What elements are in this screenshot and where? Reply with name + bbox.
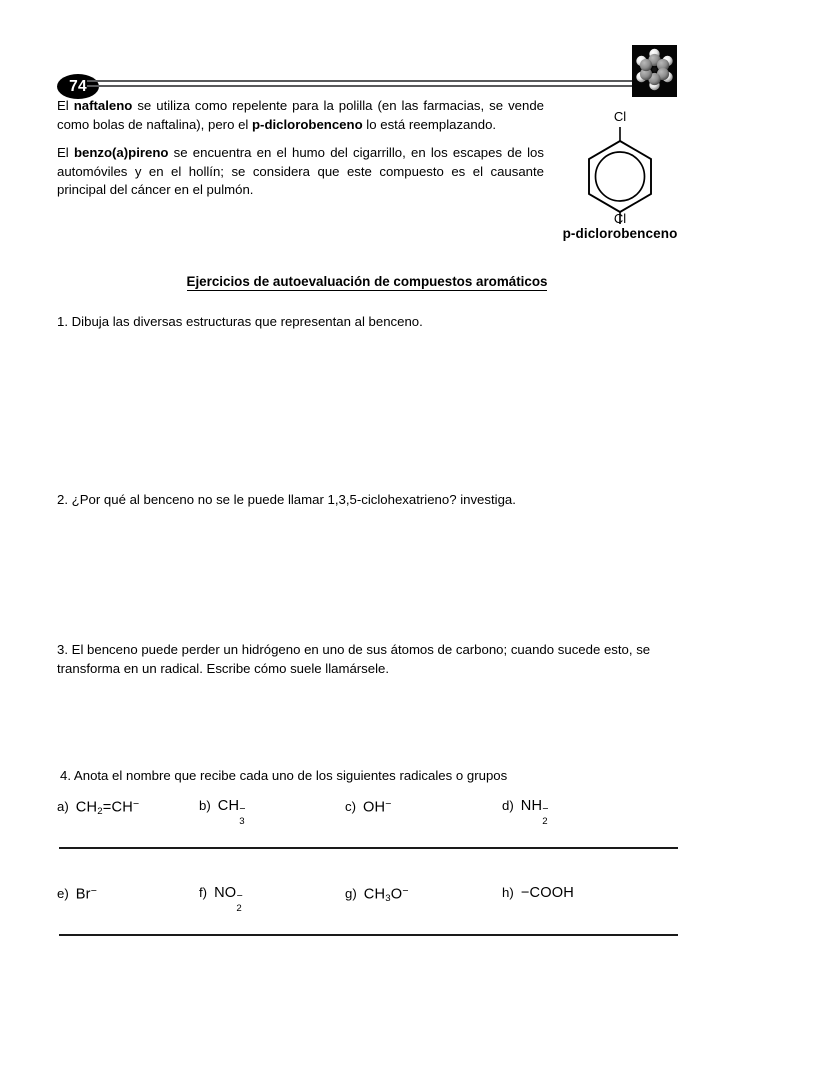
formula-letter-g: g) bbox=[345, 886, 357, 902]
para2-pre: El bbox=[57, 145, 74, 161]
benzene-ring-icon bbox=[562, 106, 678, 224]
section-heading bbox=[57, 274, 677, 289]
para1-pre: El bbox=[57, 98, 74, 113]
molecule-caption: p-diclorobenceno bbox=[562, 226, 678, 241]
formula-item-e bbox=[57, 885, 97, 902]
para1-bold-pdiclorobenceno: p-diclorobenceno bbox=[252, 116, 363, 132]
formula-value-h: −COOH bbox=[520, 885, 575, 901]
formula-letter-f: f) bbox=[199, 885, 208, 900]
formula-item-b bbox=[199, 798, 248, 827]
para2-bold-benzopireno: benzo(a)pireno bbox=[73, 145, 169, 161]
formula-item-d bbox=[502, 798, 551, 827]
formula-item-h bbox=[502, 885, 574, 901]
formula-row-1 bbox=[57, 798, 682, 832]
formula-value-g: $CH_3O^-$ bbox=[363, 885, 409, 905]
formula-value-b: CH − 3 bbox=[217, 798, 246, 827]
formula-letter-e: e) bbox=[57, 886, 69, 902]
section-heading-text: Ejercicios de autoevaluación de compuestos aromáticos bbox=[186, 274, 548, 289]
question-3: 3. El benceno puede perder un hidrógeno en uno de sus átomos de carbono; cuando sucede esto, se transforma en un radical. Escribe cómo suele llamársele. bbox=[57, 642, 651, 676]
header-rule-line-top bbox=[87, 80, 633, 82]
page-number-badge: 74 bbox=[57, 74, 99, 99]
question-2: 2. ¿Por qué al benceno no se le puede llamar 1,3,5-ciclohexatrieno? investiga. bbox=[57, 492, 516, 507]
svg-text:Cl: Cl bbox=[613, 211, 627, 224]
header-double-rule bbox=[87, 80, 633, 87]
formula-value-e: Br− bbox=[75, 885, 98, 903]
formula-letter-h: h) bbox=[502, 885, 514, 900]
formula-item-g bbox=[345, 885, 409, 904]
formula-item-c bbox=[345, 798, 392, 815]
formula-row-2 bbox=[57, 885, 682, 919]
formula-letter-b: b) bbox=[199, 798, 211, 813]
formula-item-f bbox=[199, 885, 245, 914]
formula-value-f: NO − 2 bbox=[214, 885, 243, 914]
header-rule-line-bottom bbox=[87, 85, 633, 87]
formula-value-d: NH − 2 bbox=[520, 798, 549, 827]
para2-post: se encuentra en el humo del cigarrillo, en los escapes de los automóviles y en el hollín; se considera que este compuesto es el causante principal del cáncer en el pulmón. bbox=[57, 145, 544, 198]
formula-letter-d: d) bbox=[502, 798, 514, 813]
question-4: 4. Anota el nombre que recibe cada uno de los siguientes radicales o grupos bbox=[60, 768, 508, 783]
formula-letter-c: c) bbox=[345, 799, 356, 815]
paragraph-benzopireno bbox=[57, 144, 544, 200]
svg-text:Cl: Cl bbox=[613, 109, 627, 124]
para1-mid: se utiliza como repelente para la polilla (en las farmacias, se vende como bolas de naftalina), pero el bbox=[57, 98, 544, 132]
paragraph-naftaleno bbox=[57, 97, 544, 134]
body-text-column bbox=[57, 97, 544, 200]
para1-post: lo está reemplazando. bbox=[362, 116, 497, 132]
formula-value-a: $CH_2=CH^-$ bbox=[75, 798, 140, 818]
para1-bold-naftaleno: naftaleno bbox=[73, 98, 133, 113]
formula-value-c: OH− bbox=[363, 798, 392, 816]
formula-letter-a: a) bbox=[57, 799, 69, 815]
answer-line-2 bbox=[59, 934, 678, 936]
answer-line-1 bbox=[59, 847, 678, 849]
molecule-figure bbox=[540, 106, 700, 241]
benzene-space-filling-model-icon bbox=[632, 45, 677, 97]
formula-item-a bbox=[57, 798, 139, 817]
question-1: 1. Dibuja las diversas estructuras que representan al benceno. bbox=[57, 314, 423, 329]
